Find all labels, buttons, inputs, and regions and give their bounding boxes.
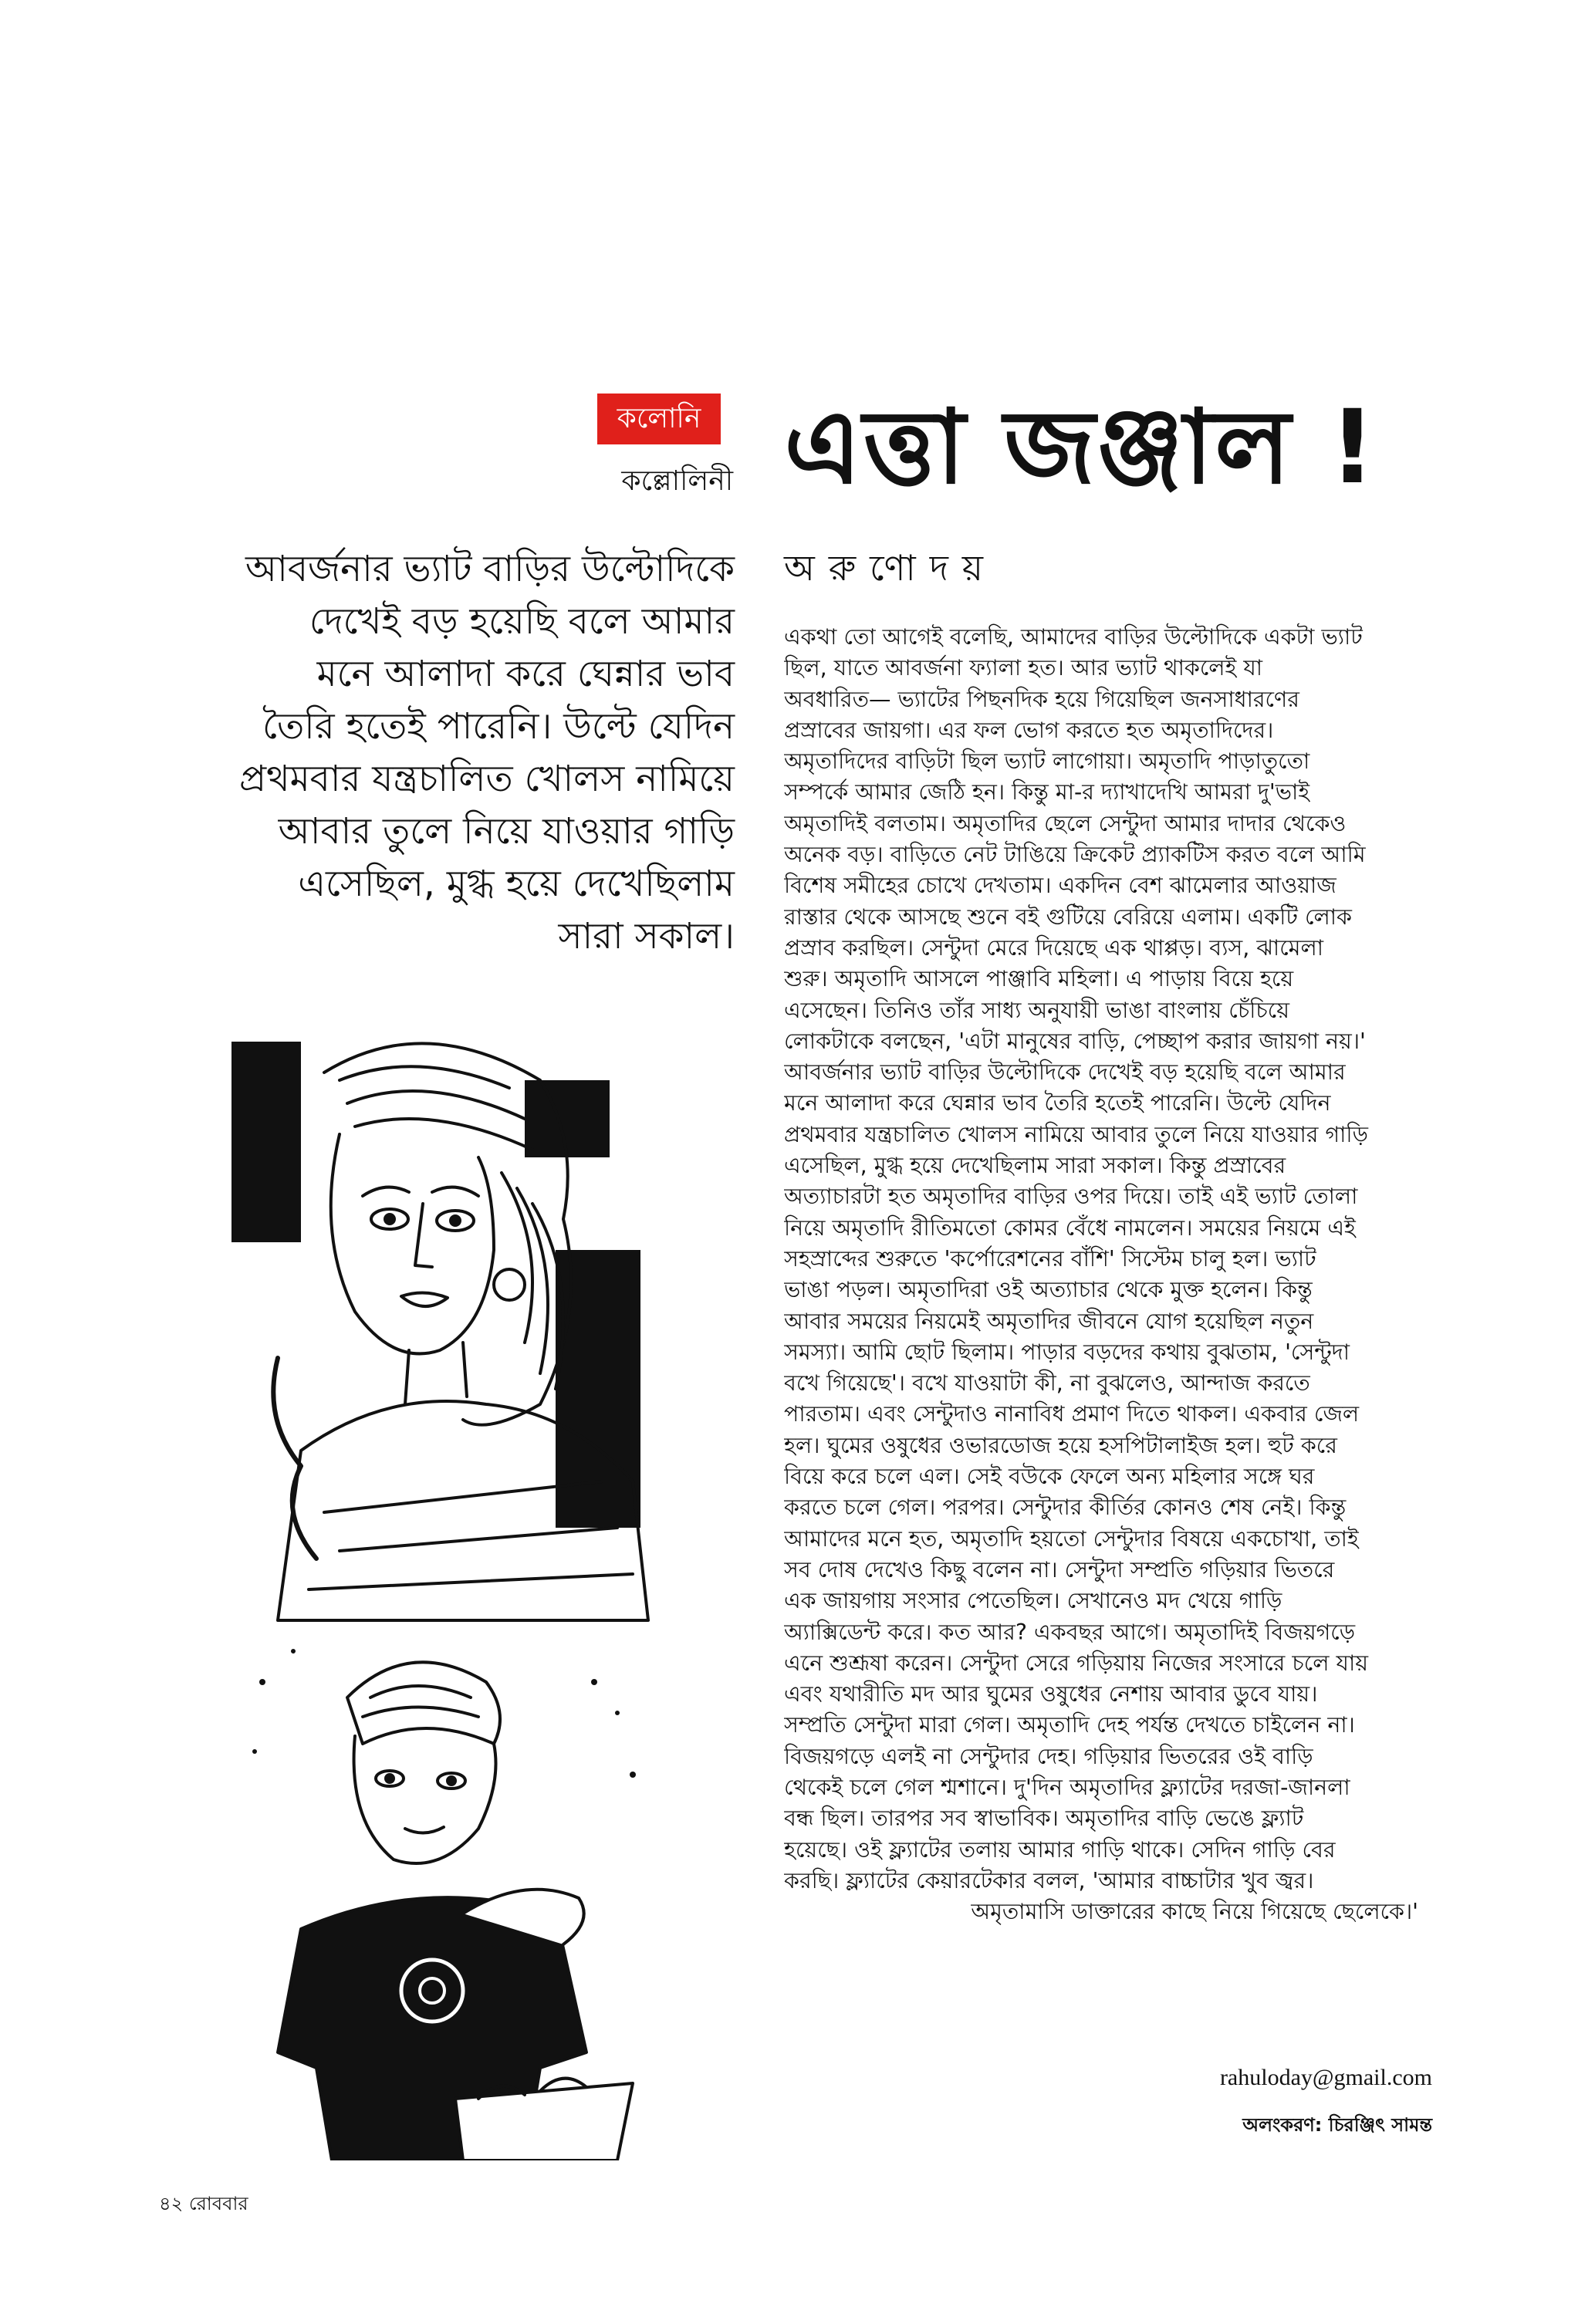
pull-quote-line: আবার তুলে নিয়ে যাওয়ার গাড়ি bbox=[278, 810, 735, 853]
magazine-name: রোববার bbox=[188, 2193, 248, 2214]
body-line: মনে আলাদা করে ঘেন্নার ভাব তৈরি হতেই পারেনি। উল্টে যেদিন bbox=[784, 1090, 1331, 1116]
illustration bbox=[231, 1018, 664, 2160]
body-line: অ্যাক্সিডেন্ট করে। কত আর? একবছর আগে। অমৃতাদিই বিজয়গড়ে bbox=[784, 1619, 1356, 1645]
author-email[interactable]: rahuloday@gmail.com bbox=[1219, 2065, 1432, 2090]
body-line: সম্পর্কে আমার জেঠি হন। কিন্তু মা-র দ্যাখাদেখি আমরা দু'ভাই bbox=[784, 779, 1310, 806]
column-name: কল্লোলিনী bbox=[621, 465, 733, 497]
boy-face bbox=[354, 1736, 496, 1863]
body-line: এসেছিল, মুগ্ধ হয়ে দেখেছিলাম সারা সকাল। কিন্তু প্রস্রাবের bbox=[784, 1153, 1286, 1179]
body-line: সমস্যা। আমি ছোট ছিলাম। পাড়ার বড়দের কথায় বুঝতাম, 'সেন্টুদা bbox=[784, 1339, 1350, 1365]
body-line: অবধারিত— ভ্যাটের পিছনদিক হয়ে গিয়েছিল জনসাধারণের bbox=[784, 686, 1299, 712]
woman-lips bbox=[401, 1292, 448, 1306]
ink-block bbox=[231, 1042, 301, 1242]
body-line: বিয়ে করে চলে এল। সেই বউকে ফেলে অন্য মহিলার সঙ্গে ঘর bbox=[784, 1464, 1315, 1490]
body-line: ছিল, যাতে আবর্জনা ফ্যালা হত। আর ভ্যাট থাকলেই যা bbox=[784, 655, 1263, 681]
body-line: প্রস্রাব করছিল। সেন্টুদা মেরে দিয়েছে এক থাপ্পড়। ব্যস, ঝামেলা bbox=[784, 934, 1323, 961]
boy-pupil bbox=[386, 1775, 394, 1782]
body-line: বন্ধ ছিল। তারপর সব স্বাভাবিক। অমৃতাদির বাড়ি ভেঙে ফ্ল্যাট bbox=[784, 1805, 1304, 1832]
body-line: ভাঙা পড়ল। অমৃতাদিরা ওই অত্যাচার থেকে মুক্ত হলেন। কিন্তু bbox=[784, 1277, 1313, 1303]
boy-mouth bbox=[405, 1827, 444, 1833]
pull-quote-line: মনে আলাদা করে ঘেন্নার ভাব bbox=[316, 653, 735, 695]
body-line: থেকেই চলে গেল শ্মশানে। দু'দিন অমৃতাদির ফ্ল্যাটের দরজা-জানলা bbox=[784, 1774, 1350, 1800]
woman-face bbox=[331, 1134, 494, 1353]
woman-nose bbox=[415, 1204, 432, 1267]
pull-quote-line: তৈরি হতেই পারেনি। উল্টে যেদিন bbox=[262, 705, 735, 748]
body-line: হয়েছে। ওই ফ্ল্যাটের তলায় আমার গাড়ি থাকে। সেদিন গাড়ি বের bbox=[784, 1836, 1336, 1863]
body-line: অমৃতাদিই বলতাম। অমৃতাদির ছেলে সেন্টুদা আমার দাদার থেকেও bbox=[784, 810, 1347, 836]
section-tag: কলোনি bbox=[597, 394, 721, 444]
body-line: বিজয়গড়ে এলই না সেন্টুদার দেহ। গড়িয়ার ভিতরের ওই বাড়ি bbox=[784, 1743, 1313, 1769]
body-line: আবার সময়ের নিয়মেই অমৃতাদির জীবনে যোগ হয়েছিল নতুন bbox=[784, 1308, 1314, 1334]
body-line: অমৃতামাসি ডাক্তারের কাছে নিয়ে গিয়েছে ছেলেকে।' bbox=[971, 1899, 1418, 1925]
body-line: সম্প্রতি সেন্টুদা মারা গেল। অমৃতাদি দেহ পর্যন্ত দেখতে চাইলেন না। bbox=[784, 1712, 1355, 1738]
body-line: একথা তো আগেই বলেছি, আমাদের বাড়ির উল্টোদিকে একটা ভ্যাট bbox=[784, 624, 1363, 650]
body-line: করতে চলে গেল। পরপর। সেন্টুদার কীর্তির কোনও শেষ নেই। কিন্তু bbox=[784, 1495, 1347, 1521]
body-line: অত্যাচারটা হত অমৃতাদির বাড়ির ওপর দিয়ে। তাই এই ভ্যাট তোলা bbox=[784, 1184, 1358, 1210]
woman-brow bbox=[363, 1187, 478, 1196]
body-line: বখে গিয়েছে'। বখে যাওয়াটা কী, না বুঝলেও, আন্দাজ করতে bbox=[784, 1370, 1310, 1397]
woman-pupil bbox=[385, 1214, 394, 1224]
body-line: এসেছেন। তিনিও তাঁর সাধ্য অনুযায়ী ভাঙা বাংলায় চেঁচিয়ে bbox=[784, 997, 1290, 1023]
body-line: এনে শুশ্রূষা করেন। সেন্টুদা সেরে গড়িয়ায় নিজের সংসারে চলে যায় bbox=[784, 1650, 1369, 1676]
body-line: রাস্তার থেকে আসছে শুনে বই গুটিয়ে বেরিয়ে এলাম। একটি লোক bbox=[784, 904, 1352, 930]
illustration-credit: অলংকরণ: চিরঞ্জিৎ সামন্ত bbox=[1242, 2114, 1432, 2136]
boy-pupil bbox=[448, 1777, 455, 1785]
pull-quote-line: এসেছিল, মুগ্ধ হয়ে দেখেছিলাম bbox=[298, 863, 735, 905]
body-line: সব দোষ দেখেও কিছু বলেন না। সেন্টুদা সম্প্রতি গড়িয়ার ভিতরে bbox=[784, 1556, 1335, 1583]
body-line: লোকটাকে বলছেন, 'এটা মানুষের বাড়ি, পেচ্ছাপ করার জায়গা নয়।' bbox=[784, 1028, 1366, 1054]
page-folio bbox=[159, 2190, 248, 2221]
body-line: অমৃতাদিদের বাড়িটা ছিল ভ্যাট লাগোয়া। অমৃতাদি পাড়াতুতো bbox=[784, 748, 1310, 775]
body-line: এবং যথারীতি মদ আর ঘুমের ওষুধের নেশায় আবার ডুবে যায়। bbox=[784, 1681, 1318, 1708]
article-title: এত্তা জঞ্জাল ! bbox=[784, 388, 1377, 507]
body-line: প্রথমবার যন্ত্রচালিত খোলস নামিয়ে আবার তুলে নিয়ে যাওয়ার গাড়ি bbox=[784, 1121, 1368, 1147]
body-line: এক জায়গায় সংসার পেতেছিল। সেখানেও মদ খেয়ে গাড়ি bbox=[784, 1588, 1282, 1614]
author-byline: অরুণোদয় bbox=[784, 547, 998, 589]
body-line: নিয়ে অমৃতাদি রীতিমতো কোমর বেঁধে নামলেন। সময়ের নিয়মে এই bbox=[784, 1214, 1356, 1241]
boy-hair-lines bbox=[363, 1686, 478, 1717]
article-body bbox=[784, 622, 1418, 1927]
body-line: আবর্জনার ভ্যাট বাড়ির উল্টোদিকে দেখেই বড় হয়েছি বলে আমার bbox=[784, 1059, 1346, 1086]
body-line: আমাদের মনে হত, অমৃতাদি হয়তো সেন্টুদার বিষয়ে একচোখা, তাই bbox=[784, 1525, 1359, 1552]
pull-quote-line: আবর্জনার ভ্যাট বাড়ির উল্টোদিকে bbox=[245, 548, 735, 590]
ink-block bbox=[525, 1080, 610, 1157]
body-line: পারতাম। এবং সেন্টুদাও নানাবিধ প্রমাণ দিতে থাকল। একবার জেল bbox=[784, 1401, 1360, 1427]
body-line: বিশেষ সমীহের চোখে দেখতাম। একদিন বেশ ঝামেলার আওয়াজ bbox=[784, 873, 1336, 899]
woman-pupil bbox=[451, 1216, 460, 1225]
body-line: সহস্রাব্দের শুরুতে 'কর্পোরেশনের বাঁশি' সিস্টেম চালু হল। ভ্যাট bbox=[784, 1245, 1316, 1272]
body-line: হল। ঘুমের ওষুধের ওভারডোজ হয়ে হসপিটালাইজ হল। হুট করে bbox=[784, 1432, 1337, 1458]
body-line: শুরু। অমৃতাদি আসলে পাঞ্জাবি মহিলা। এ পাড়ায় বিয়ে হয়ে bbox=[784, 966, 1294, 992]
pull-quote-line: দেখেই বড় হয়েছি বলে আমার bbox=[309, 600, 735, 643]
pull-quote bbox=[159, 543, 735, 963]
woman-earring bbox=[494, 1269, 525, 1300]
body-line: অনেক বড়। বাড়িতে নেট টাঙিয়ে ক্রিকেট প্র্যাকটিস করত বলে আমি bbox=[784, 842, 1366, 868]
body-line: করছি। ফ্ল্যাটের কেয়ারটেকার বলল, 'আমার বাচ্চাটার খুব জ্বর। bbox=[784, 1867, 1314, 1893]
pull-quote-line: সারা সকাল। bbox=[558, 915, 735, 958]
body-line: প্রস্রাবের জায়গা। এর ফল ভোগ করতে হত অমৃতাদিদের। bbox=[784, 717, 1274, 743]
boy-hair bbox=[347, 1662, 500, 1744]
pull-quote-line: প্রথমবার যন্ত্রচালিত খোলস নামিয়ে bbox=[239, 758, 735, 800]
woman-braid bbox=[273, 1358, 316, 1559]
page-number: ৪২ bbox=[159, 2193, 184, 2214]
